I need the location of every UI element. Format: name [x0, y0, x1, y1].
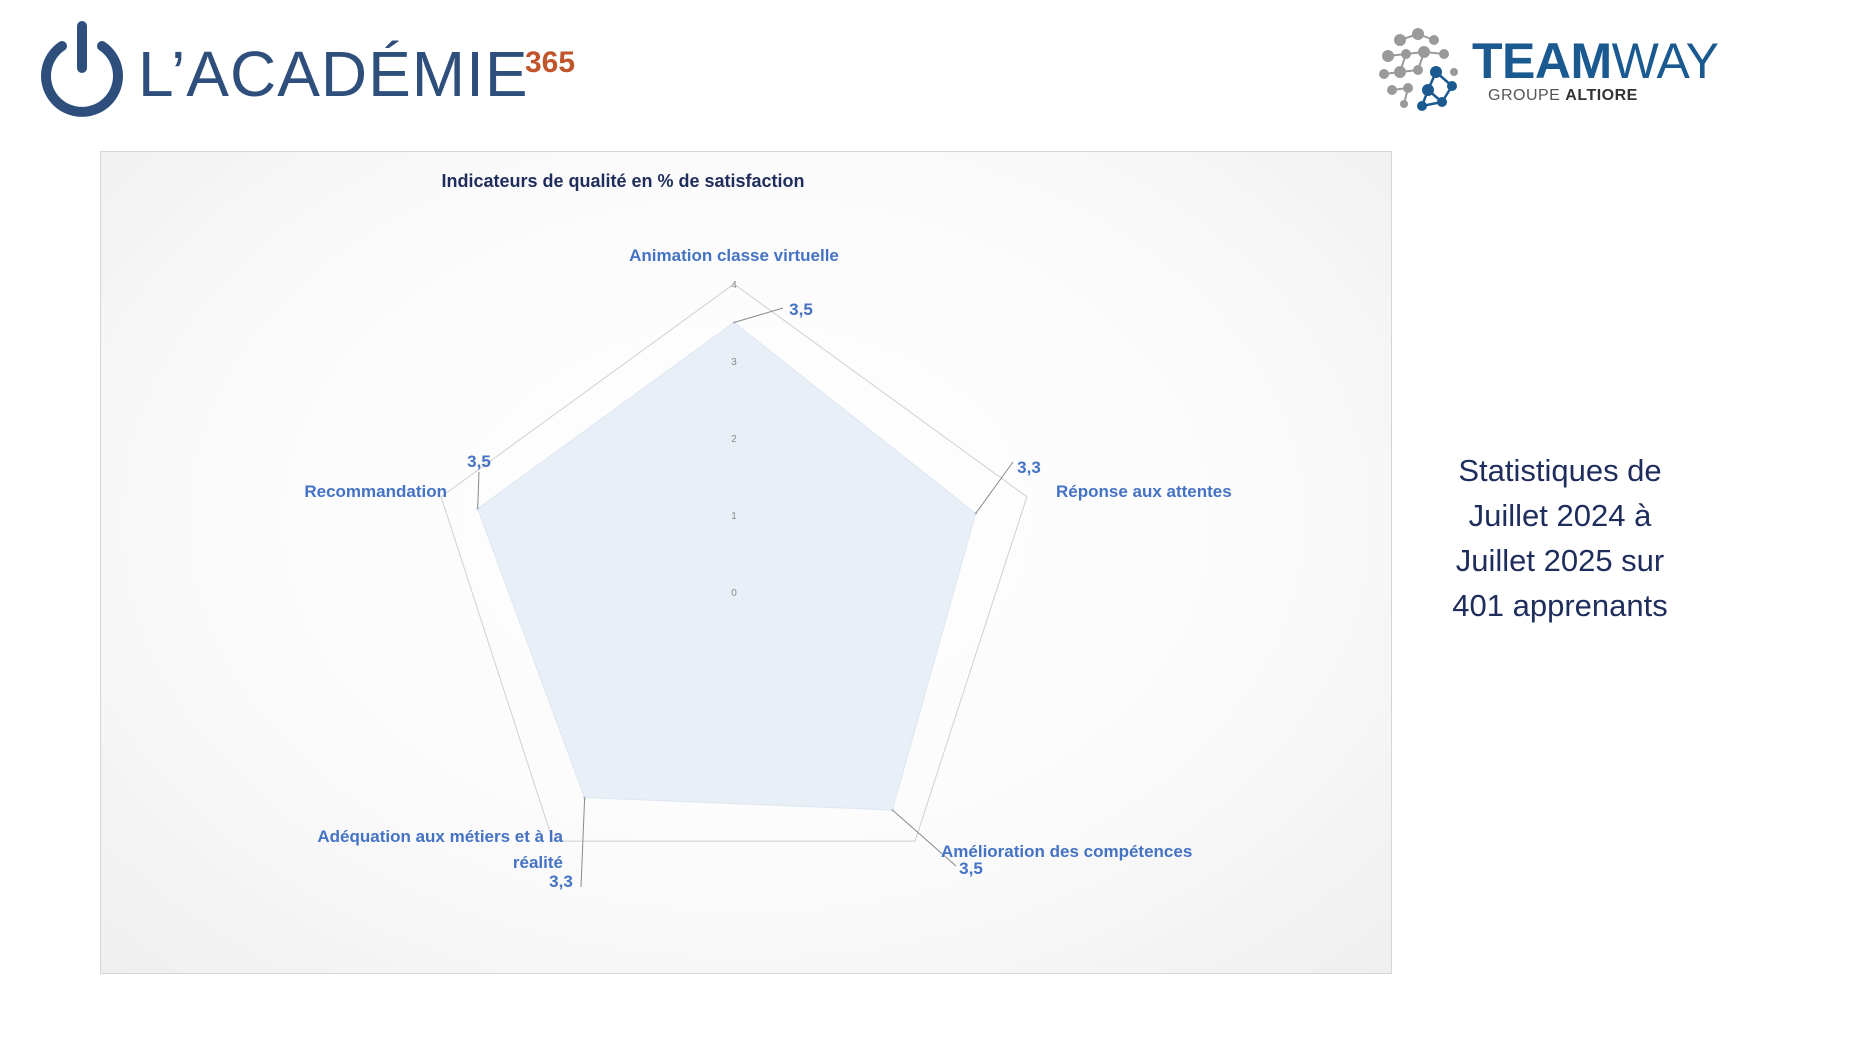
brain-network-icon	[1370, 20, 1470, 120]
radar-chart-panel	[100, 151, 1392, 974]
category-label: Adéquation aux métiers et à la réalité	[317, 827, 563, 872]
category-label: Amélioration des compétences	[941, 842, 1193, 861]
academie-logo	[38, 20, 618, 125]
group-text	[1488, 88, 1638, 104]
value-label: 3,5	[789, 300, 813, 319]
value-label: 3,5	[467, 452, 491, 471]
value-leader-line	[478, 472, 479, 509]
teamway-logo	[1370, 20, 1820, 125]
teamway-brand-bold: TEAM	[1472, 33, 1612, 89]
statistics-note: Statistiques de Juillet 2024 à Juillet 2025 sur 401 apprenants	[1452, 453, 1668, 623]
group-prefix: GROUPE	[1488, 87, 1561, 104]
value-leader-line	[976, 462, 1013, 513]
academie-brand-text: L’ACADÉMIE	[138, 38, 529, 110]
tick-label: 1	[731, 511, 737, 522]
tick-label: 2	[731, 434, 737, 445]
tick-label: 0	[731, 588, 737, 599]
chart-title: Indicateurs de qualité en % de satisfaction	[441, 171, 805, 191]
value-leader-line	[734, 308, 783, 323]
teamway-brand-text	[1472, 33, 1719, 89]
value-label: 3,3	[1017, 458, 1041, 477]
value-label: 3,5	[959, 859, 983, 878]
category-label: Animation classe virtuelle	[629, 246, 839, 265]
academie-brand-number: 365	[525, 46, 576, 79]
category-label: Réponse aux attentes	[1056, 482, 1232, 501]
tick-label: 3	[731, 357, 737, 368]
value-leader-line	[581, 798, 585, 887]
group-name: ALTIORE	[1565, 87, 1638, 104]
power-icon	[38, 20, 126, 120]
value-label: 3,3	[549, 872, 573, 891]
tick-label: 4	[731, 280, 737, 291]
radar-chart	[101, 152, 1391, 973]
teamway-brand-light: WAY	[1611, 33, 1719, 89]
category-label: Recommandation	[304, 482, 447, 501]
series-area	[478, 323, 976, 811]
